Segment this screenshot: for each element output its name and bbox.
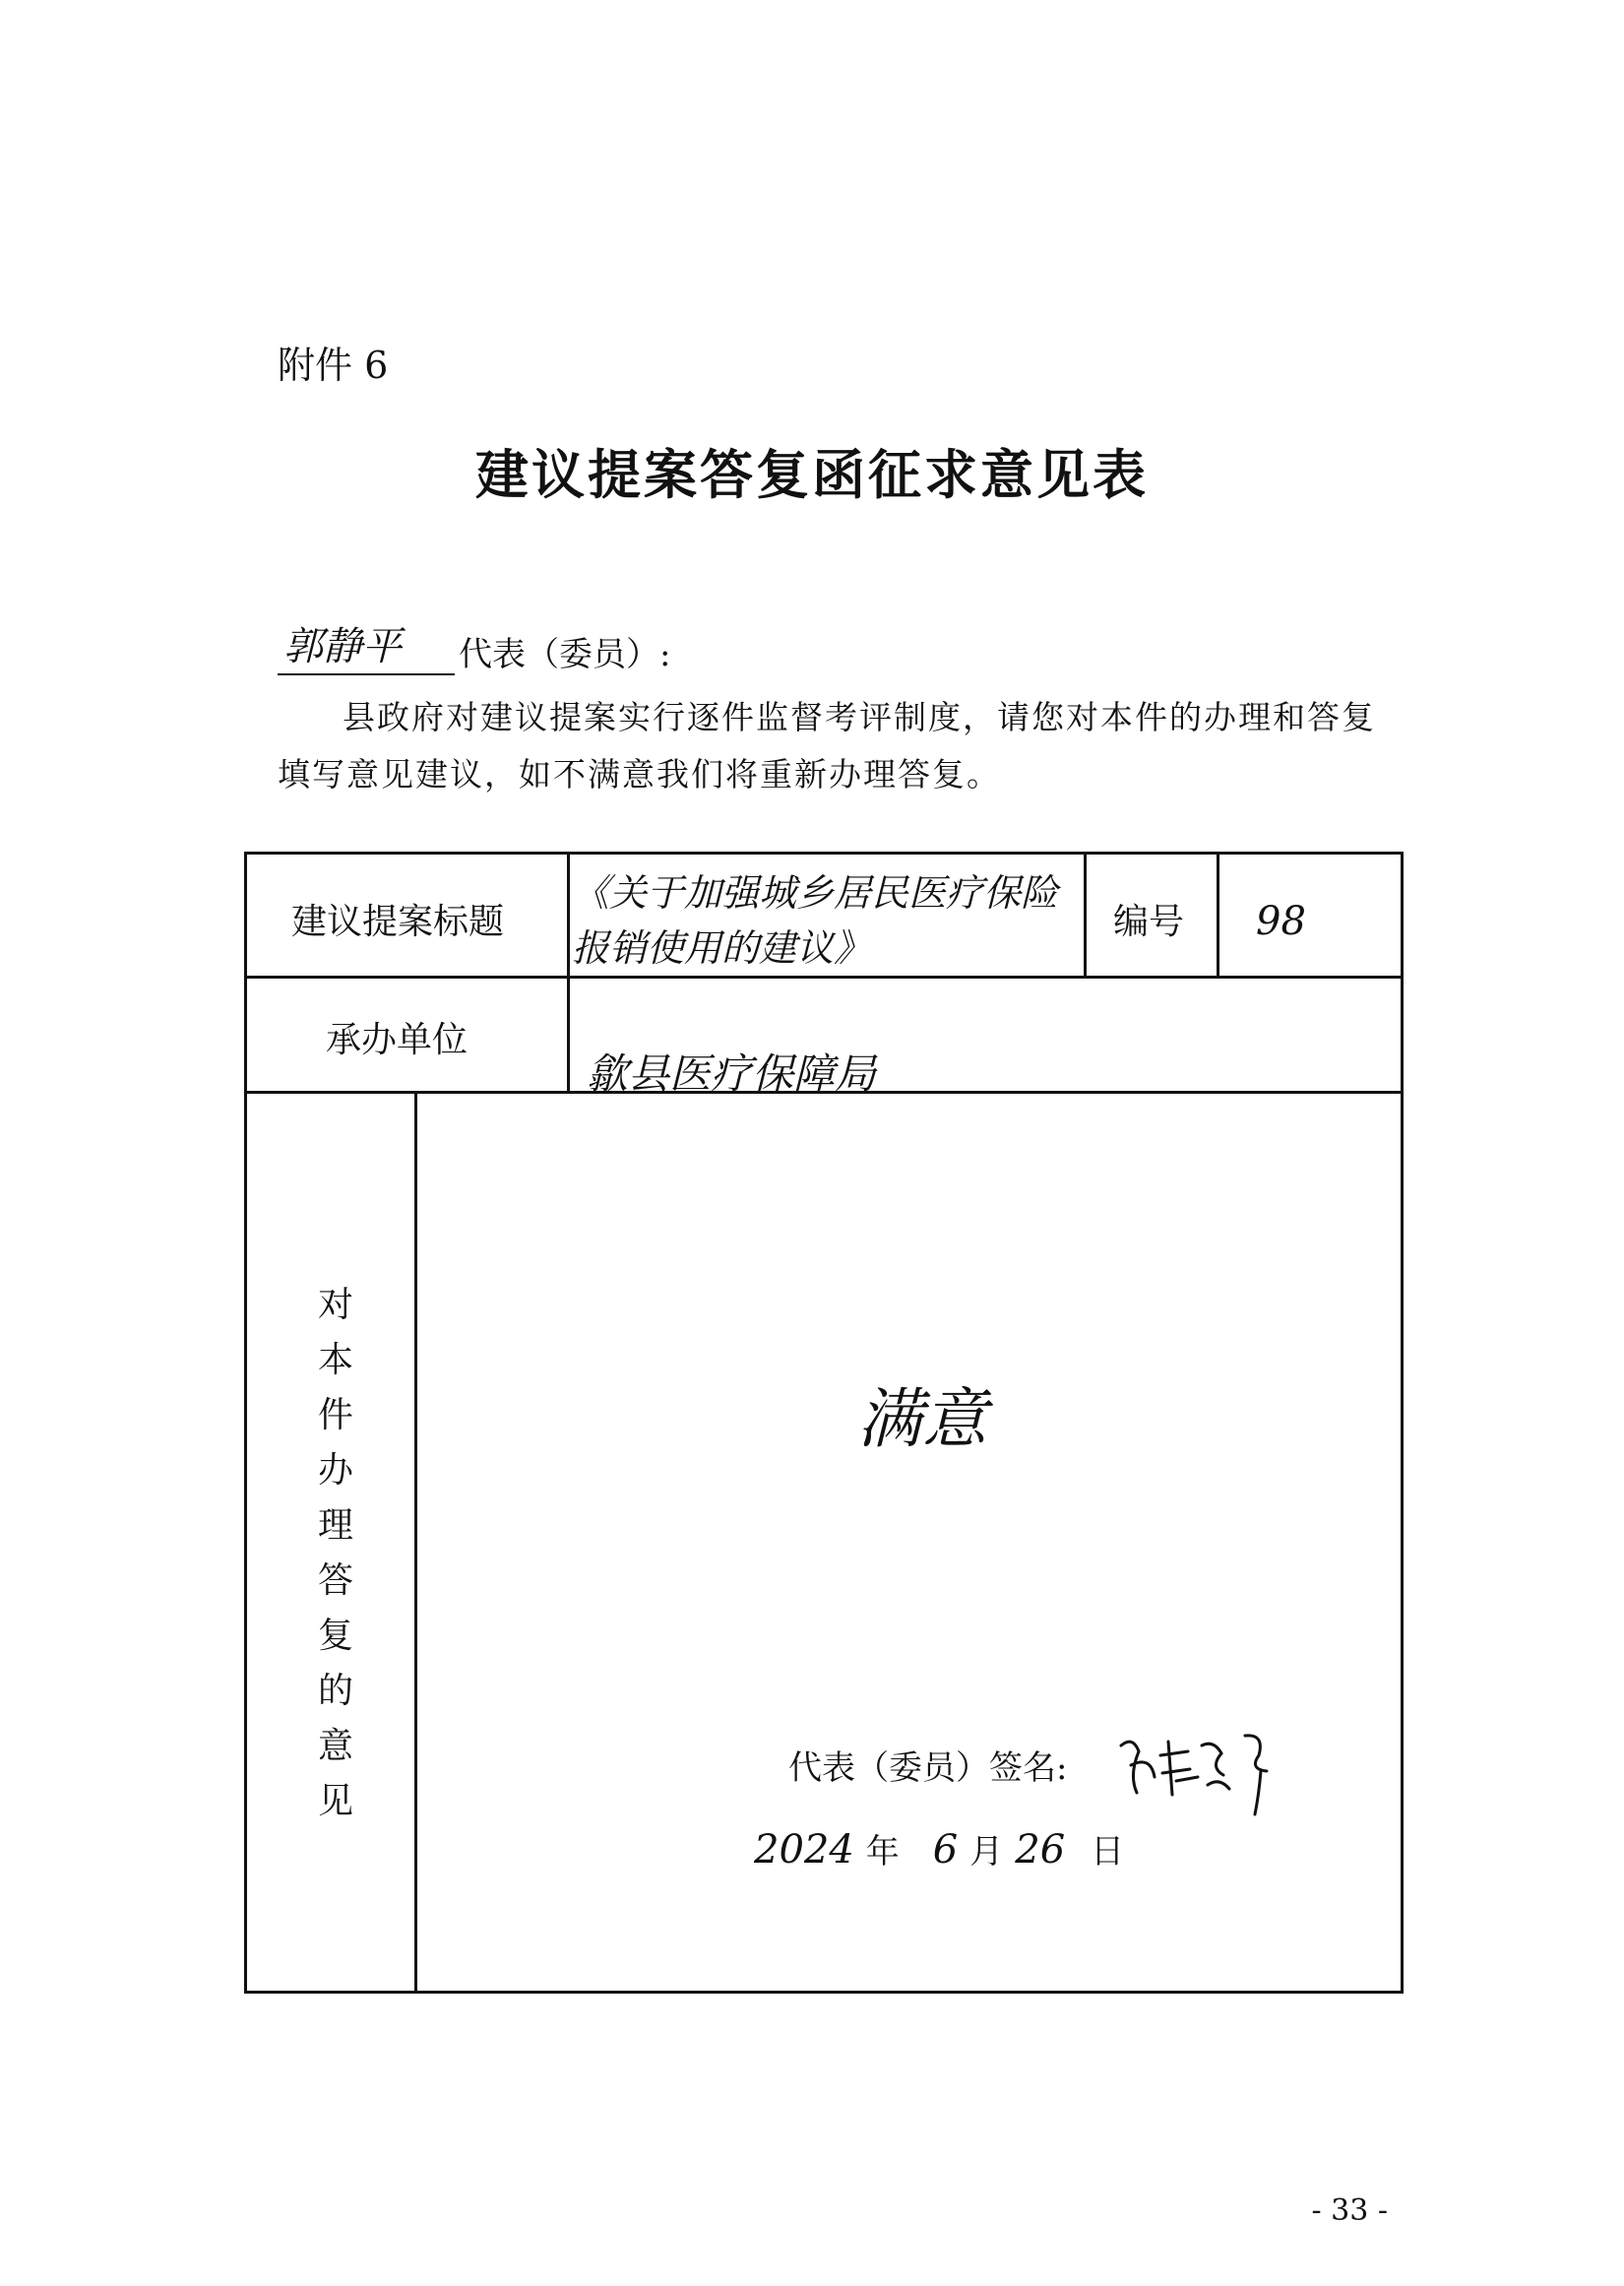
unit-value: 歙县医疗保障局 [587, 1049, 877, 1098]
signature-label: 代表（委员）签名: [788, 1748, 1068, 1788]
opinion-label-char: 意 [317, 1726, 353, 1766]
opinion-label-char: 办 [317, 1450, 353, 1491]
opinion-label-char: 答 [317, 1560, 353, 1601]
opinion-label-char: 的 [317, 1671, 353, 1711]
date-month-unit: 月 [969, 1832, 1004, 1872]
handwritten-signature [1111, 1716, 1308, 1824]
number-label: 编号 [1113, 902, 1185, 942]
date-line [754, 1824, 1124, 1873]
feedback-form-table [244, 852, 1404, 1994]
attachment-label: 附件 6 [278, 344, 389, 387]
page-title: 建议提案答复函征求意见表 [475, 443, 1149, 506]
title-value-line2: 报销使用的建议》 [572, 926, 872, 970]
number-value: 98 [1256, 899, 1306, 944]
opinion-value: 满意 [857, 1381, 987, 1457]
opinion-label-char: 见 [317, 1781, 353, 1821]
salutation-suffix: 代表（委员）: [459, 635, 671, 674]
date-month: 6 [932, 1827, 959, 1873]
date-day-unit: 日 [1091, 1832, 1125, 1872]
opinion-label-char: 对 [317, 1285, 353, 1325]
opinion-label-char: 本 [317, 1340, 353, 1380]
date-year-unit: 年 [865, 1832, 900, 1872]
row-divider [247, 976, 1401, 979]
column-divider [1217, 855, 1219, 976]
title-value-line1: 《关于加强城乡居民医疗保险 [572, 871, 1059, 915]
column-divider [567, 855, 570, 1091]
date-day: 26 [1015, 1827, 1066, 1873]
unit-label: 承办单位 [326, 1020, 468, 1060]
column-divider [1084, 855, 1087, 976]
opinion-label-char: 理 [317, 1505, 353, 1546]
salutation [278, 615, 670, 675]
date-year: 2024 [754, 1827, 854, 1873]
opinion-label-char: 复 [317, 1616, 353, 1656]
instruction-paragraph: 县政府对建议提案实行逐件监督考评制度，请您对本件的办理和答复填写意见建议，如不满意我们将重新办理答复。 [278, 698, 1376, 794]
title-label: 建议提案标题 [291, 902, 505, 942]
opinion-label [306, 1278, 365, 1829]
representative-name: 郭静平 [278, 615, 455, 675]
column-divider [414, 1091, 417, 1991]
page-number: - 33 - [1311, 2193, 1388, 2228]
opinion-label-char: 件 [317, 1395, 353, 1435]
